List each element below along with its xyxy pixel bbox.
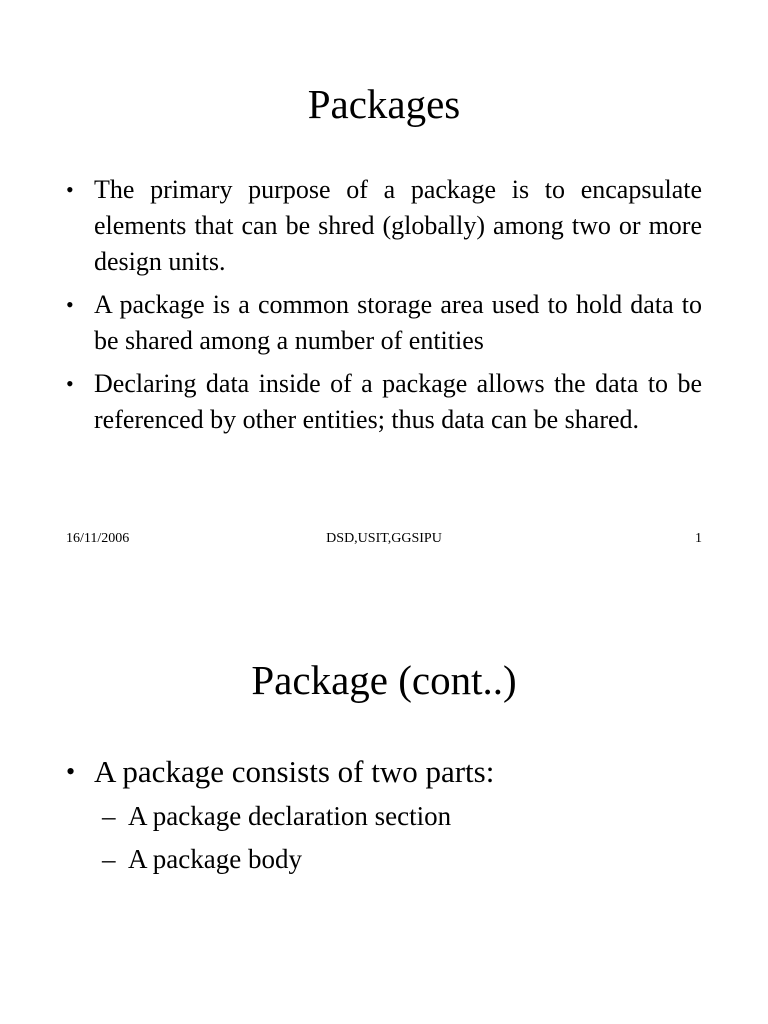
sub-bullet-text: A package body xyxy=(128,844,302,874)
footer-date: 16/11/2006 xyxy=(66,531,130,546)
bullet-text: The primary purpose of a package is to encapsulate elements that can be shred (globally) among two or more design units. xyxy=(94,175,702,276)
slide-2 xyxy=(0,512,768,1024)
dash-icon: – xyxy=(102,844,116,874)
slide-title: Package (cont..) xyxy=(251,657,517,703)
slide-title: Packages xyxy=(307,81,461,127)
footer-center-text: DSD,USIT,GGSIPU xyxy=(326,531,442,546)
bullet-item xyxy=(66,366,702,438)
bullet-dot-icon: • xyxy=(66,371,74,396)
bullet-list xyxy=(66,172,702,445)
bullet-item xyxy=(66,752,702,792)
bullet-item xyxy=(66,287,702,359)
dash-icon: – xyxy=(102,801,116,831)
sub-bullet-item xyxy=(102,841,451,877)
sub-bullet-item xyxy=(102,798,451,834)
sub-bullet-list xyxy=(102,798,451,884)
bullet-dot-icon: • xyxy=(66,177,74,202)
bullet-text: A package is a common storage area used to hold data to be shared among a number of entities xyxy=(94,290,702,355)
footer-page-number: 1 xyxy=(695,531,702,546)
bullet-item xyxy=(66,172,702,280)
bullet-dot-icon: • xyxy=(66,292,74,317)
bullet-text: A package consists of two parts: xyxy=(94,754,495,789)
bullet-list xyxy=(66,752,702,798)
sub-bullet-text: A package declaration section xyxy=(128,801,452,831)
bullet-dot-icon: • xyxy=(66,757,76,786)
bullet-text: Declaring data inside of a package allows the data to be referenced by other entities; thus data can be shared. xyxy=(94,369,702,434)
